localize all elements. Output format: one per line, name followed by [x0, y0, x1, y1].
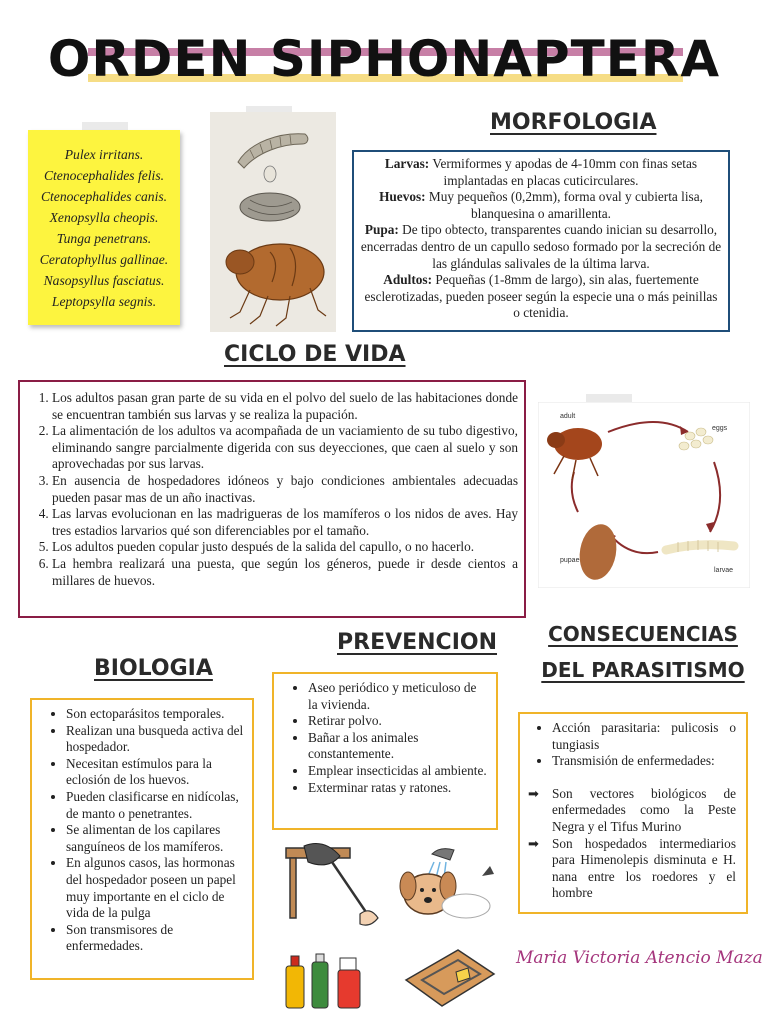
morfologia-pupa: Pupa: De tipo obtecto, transparentes cuando inician su desarrollo, encerradas dentro de un capullo sedoso formado por la secreción de las glándulas salivales de la última larva. [360, 222, 722, 271]
ciclo-item: 2. La alimentación de los adultos va acompañada de un vaciamiento de su tubo digestivo, eliminando sangre parcialmente digerida con sus deyecciones, que caen al suelo y son aprovechadas por sus larvas. [52, 423, 518, 473]
life-cycle-diagram [538, 402, 750, 588]
biologia-item: • En algunos casos, las hormonas del hospedador poseen un papel muy importante en el ciclo de vida de la pulga [66, 855, 244, 921]
consecuencias-heading-line1: CONSECUENCIAS [548, 622, 738, 646]
author-signature: Maria Victoria Atencio Maza [516, 948, 763, 968]
page-title: ORDEN SIPHONAPTERA [47, 30, 721, 88]
biologia-item: • Son ectoparásitos temporales. [66, 706, 244, 723]
consecuencias-heading-line2: DEL PARASITISMO [541, 658, 745, 682]
ciclo-item: 4. Las larvas evolucionan en las madrigueras de los mamíferos o los nidos de aves. Hay tres estadios larvarios qué son diferenciables por el tamaño. [52, 506, 518, 539]
flea-illustration [210, 112, 336, 332]
species-item: Tunga penetrans. [56, 231, 152, 246]
consecuencias-item: • Acción parasitaria: pulicosis o tungiasis [552, 720, 736, 753]
consecuencias-box [518, 712, 748, 914]
prevencion-item: • Aseo periódico y meticuloso de la vivienda. [308, 680, 488, 713]
species-item: Xenopsylla cheopis. [49, 210, 159, 225]
consecuencias-heading [540, 616, 746, 688]
ciclo-item: 1. Los adultos pasan gran parte de su vida en el polvo del suelo de las habitaciones donde se encuentran también sus larvas y se realiza la pupación. [52, 390, 518, 423]
ciclo-item: 5. Los adultos pueden copular justo después de la salida del capullo, o no hacerlo. [52, 539, 518, 556]
species-note [28, 130, 180, 325]
consecuencias-item: • Transmisión de enfermedades: [552, 753, 736, 770]
morfologia-adultos: Adultos: Pequeñas (1-8mm de largo), sin alas, fuertemente esclerotizadas, pueden poseer según la especie una o más peinillas o ctenidia. [364, 272, 718, 321]
rat-trap-illustration [398, 940, 498, 1012]
biologia-item: • Realizan una busqueda activa del hospedador. [66, 723, 244, 756]
biologia-item: • Son transmisores de enfermedades. [66, 922, 244, 955]
prevencion-heading: PREVENCION [337, 630, 498, 655]
dog-bath-illustration [394, 846, 494, 922]
prevencion-item: • Emplear insecticidas al ambiente. [308, 763, 488, 780]
species-item: Ceratophyllus gallinae. [39, 252, 169, 267]
consecuencias-arrow-item: ➡ Son hospedados intermediarios para Himenolepis disminuta e H. nana entre los roedores y el hombre [552, 836, 736, 902]
diagram-label-eggs: eggs [712, 425, 728, 432]
insecticide-illustration [282, 950, 364, 1012]
species-item: Nasopsyllus fasciatus. [43, 273, 165, 288]
species-item: Ctenocephalides canis. [40, 189, 168, 204]
biologia-item: • Necesitan estímulos para la eclosión de los huevos. [66, 756, 244, 789]
biologia-heading: BIOLOGIA [94, 656, 213, 681]
species-item: Leptopsylla segnis. [51, 294, 157, 309]
biologia-box [30, 698, 254, 980]
consecuencias-arrow-item: ➡ Son vectores biológicos de enfermedades como la Peste Negra y el Tifus Murino [552, 786, 736, 836]
biologia-item: • Se alimentan de los capilares sanguíneos de los mamíferos. [66, 822, 244, 855]
diagram-label-pupae: pupae [560, 557, 580, 564]
prevencion-item: • Exterminar ratas y ratones. [308, 780, 488, 797]
biologia-item: • Pueden clasificarse en nidícolas, de manto o penetrantes. [66, 789, 244, 822]
ciclo-item: 6. La hembra realizará una puesta, que según los géneros, puede ir desde cientos a millares de huevos. [52, 556, 518, 589]
prevencion-box [272, 672, 498, 830]
diagram-label-larvae: larvae [714, 567, 734, 574]
cleaning-illustration [284, 840, 380, 932]
morfologia-larvas: Larvas: Vermiformes y apodas de 4-10mm con finas setas implantadas en placas cuticirculares. [384, 156, 698, 188]
prevencion-item: • Retirar polvo. [308, 713, 488, 730]
morfologia-heading: MORFOLOGIA [490, 110, 657, 135]
prevencion-item: • Bañar a los animales constantemente. [308, 730, 488, 763]
species-item: Ctenocephalides felis. [43, 168, 165, 183]
species-item: Pulex irritans. [64, 147, 144, 162]
ciclo-box [18, 380, 526, 618]
morfologia-huevos: Huevos: Muy pequeños (0,2mm), forma oval y cubierta lisa, blanquesina o amarillenta. [379, 189, 703, 221]
ciclo-item: 3. En ausencia de hospedadores idóneos y bajo condiciones ambientales adecuadas pueden pasar mas de un año inactivas. [52, 473, 518, 506]
diagram-label-adult: adult [560, 413, 576, 420]
morfologia-box [352, 150, 730, 332]
ciclo-heading: CICLO DE VIDA [224, 342, 406, 367]
